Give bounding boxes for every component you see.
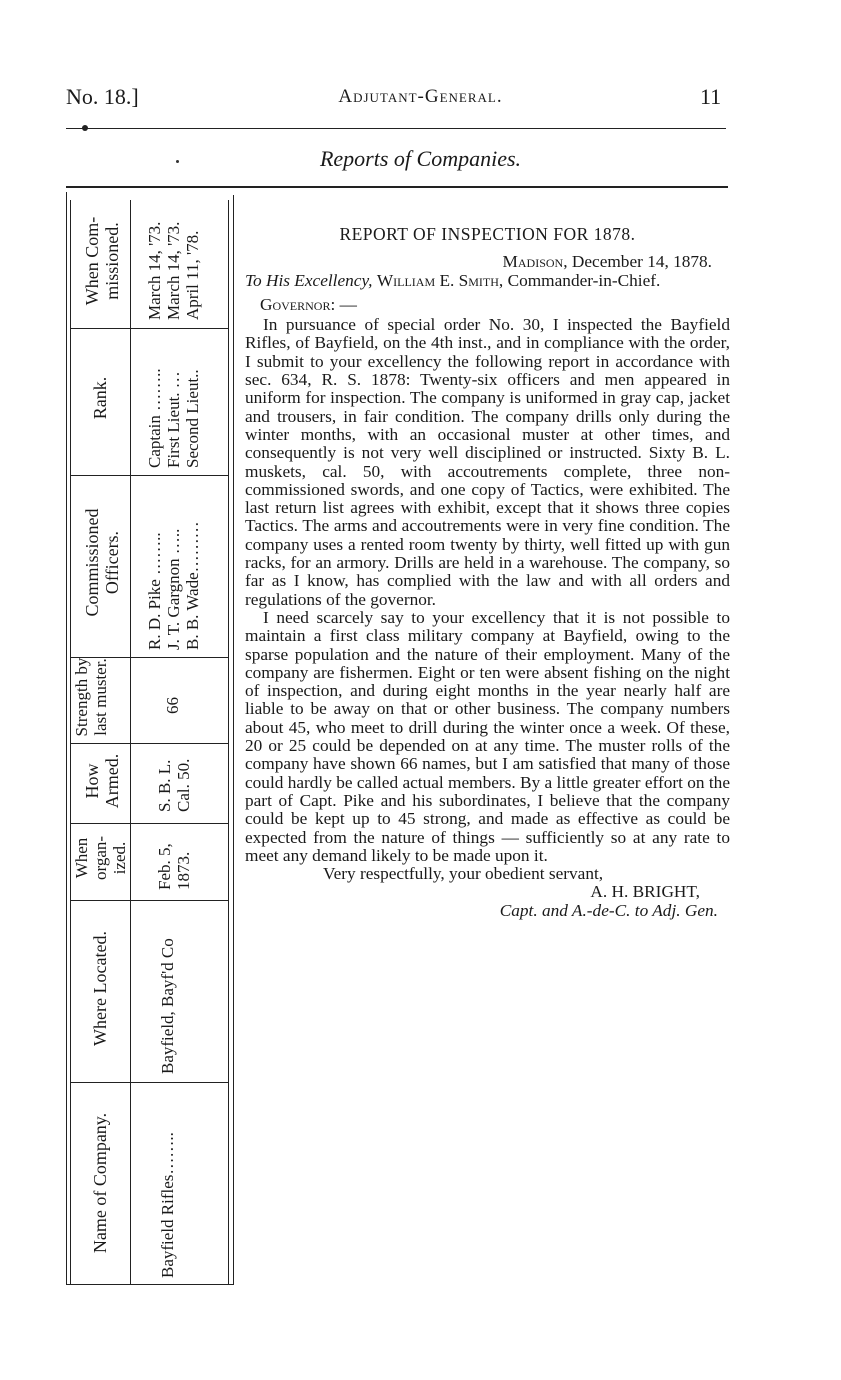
header-label: Where Located.	[90, 931, 110, 1046]
cell-line: Feb. 5,	[155, 843, 174, 890]
header-label: When Com- missioned.	[82, 216, 122, 306]
rule-ornament	[82, 125, 88, 131]
header-label: When organ- ized.	[72, 835, 129, 881]
header-strength	[72, 656, 110, 738]
section-subtitle: Reports of Companies.	[319, 146, 522, 171]
cell-line: Second Lieut..	[183, 369, 202, 468]
cell-line: Cal. 50.	[174, 758, 193, 812]
header-when-commissioned	[82, 202, 122, 320]
table-header-separator	[130, 200, 131, 1284]
cell-line: J. T. Gargnon …..	[164, 528, 183, 650]
page-number: 11	[700, 84, 722, 109]
cell-where-located	[158, 899, 177, 1074]
header-label: How Armed.	[82, 753, 122, 809]
cell-line: R. D. Pike ……..	[145, 532, 164, 650]
cell-line: 1873.	[174, 851, 193, 890]
cell-when-commissioned	[145, 202, 202, 320]
report-paragraph: I need scarcely say to your excellency that it is not possible to maintain a first class military company at Bayfield, owing to the sparse population and the nature of their employment. Many of the company are fishermen. Eight or ten were absent fishing on the night of inspection, and during eight months in the year nearly half are liable to be away on that or other business. The company numbers about 45, who meet to drill during the winter once a week. Of these, 20 or 25 could be depended on at any time. The muster rolls of the company have shown 66 names, but I am satisfied that many of those could hardly be called actual members. By a little greater effort on the part of Capt. Pike and his subordinates, I believe that the company could be kept up to 45 strong, and made as effective as could be expected from the nature of things — sufficiently so at any rate to meet any demand likely to be made upon it.	[245, 607, 730, 865]
cell-officers	[145, 475, 202, 650]
table-border-outer-left	[66, 192, 67, 1284]
cell-line: S. B. L.	[155, 759, 174, 812]
column-separator	[70, 1082, 228, 1083]
header-label: Commissioned Officers.	[82, 508, 122, 617]
header-label: Name of Company.	[90, 1112, 110, 1254]
report-paragraph: In pursuance of special order No. 30, I inspected the Bayfield Rifles, of Bayfield, on the 4th inst., and in compliance with the order, I submit to your excellency the following report in accordance with sec. 634, R. S. 1878: Twenty-six officers and men appeared in uniform for inspection. The company is uniformed in gray cap, jacket and trousers, in fair condition. The company drills only during the winter months, with an occasional muster at other times, and consequently is not very well disciplined or instructed. Sixty B. L. muskets, cal. 50, with accoutrements complete, three non-commissioned swords, and one copy of Tactics, were exhibited. The last return list agrees with exhibit, except that it shows three copies Tactics. The arms and accoutrements were in very fine condition. The company uses a rented room twenty by thirty, well fitted up with gun racks, for an armory. Drills are held in a warehouse. The company, so far as I know, has complied with the law and with all orders and regulations of the governor.	[245, 315, 730, 609]
cell-line: 66	[163, 697, 182, 714]
header-rule	[66, 128, 726, 129]
report-signature: A. H. BRIGHT,	[590, 882, 700, 902]
section-rule	[66, 186, 728, 188]
header-how-armed	[82, 744, 122, 818]
cell-line: April 11, '78.	[183, 230, 202, 320]
cell-name-of-company	[158, 1088, 177, 1278]
report-dateline	[245, 253, 730, 271]
table-border-inner-left	[70, 200, 71, 1284]
report-place: Madison,	[502, 252, 568, 272]
table-border-outer-right	[233, 195, 234, 1285]
header-rank	[90, 328, 110, 468]
cell-line: March 14, '73.	[145, 221, 164, 320]
addressee-office: Commander-in-Chief.	[507, 270, 661, 290]
cell-how-armed	[155, 738, 193, 812]
cell-line: First Lieut. …	[164, 371, 183, 468]
cell-line: March 14, '73.	[164, 221, 183, 320]
cell-when-organized	[155, 816, 193, 890]
header-name-of-company	[90, 1088, 110, 1278]
inspection-report	[245, 225, 730, 920]
cell-rank	[145, 328, 202, 468]
header-label: Strength by last muster.	[72, 657, 110, 737]
addressee-title: To His Excellency,	[245, 270, 373, 290]
header-officers	[82, 475, 122, 650]
addressee-name: William E. Smith,	[376, 270, 504, 290]
document-number: No. 18.]	[66, 84, 139, 109]
cell-strength	[163, 632, 182, 714]
cell-line: Bayfield Rifles……..	[158, 1132, 177, 1278]
report-closing: Very respectfully, your obedient servant,	[323, 864, 604, 884]
running-title: Adjutant-General.	[338, 86, 503, 107]
header-when-organized	[72, 821, 129, 895]
table-border-bottom	[66, 1284, 234, 1285]
header-label: Rank.	[90, 376, 110, 420]
cell-line: B. B. Wade………	[183, 521, 202, 650]
table-border-inner-right	[228, 200, 229, 1284]
report-date: December 14, 1878.	[571, 252, 712, 272]
cell-line: Captain ……..	[145, 368, 164, 468]
cell-line: Bayfield, Bayf'd Co	[158, 938, 177, 1074]
header-where-located	[90, 901, 110, 1076]
report-salutation: Governor: —	[260, 294, 357, 314]
report-addressee	[245, 272, 730, 290]
report-title: REPORT OF INSPECTION FOR 1878.	[339, 224, 636, 244]
report-signer-role: Capt. and A.-de-C. to Adj. Gen.	[499, 900, 718, 920]
